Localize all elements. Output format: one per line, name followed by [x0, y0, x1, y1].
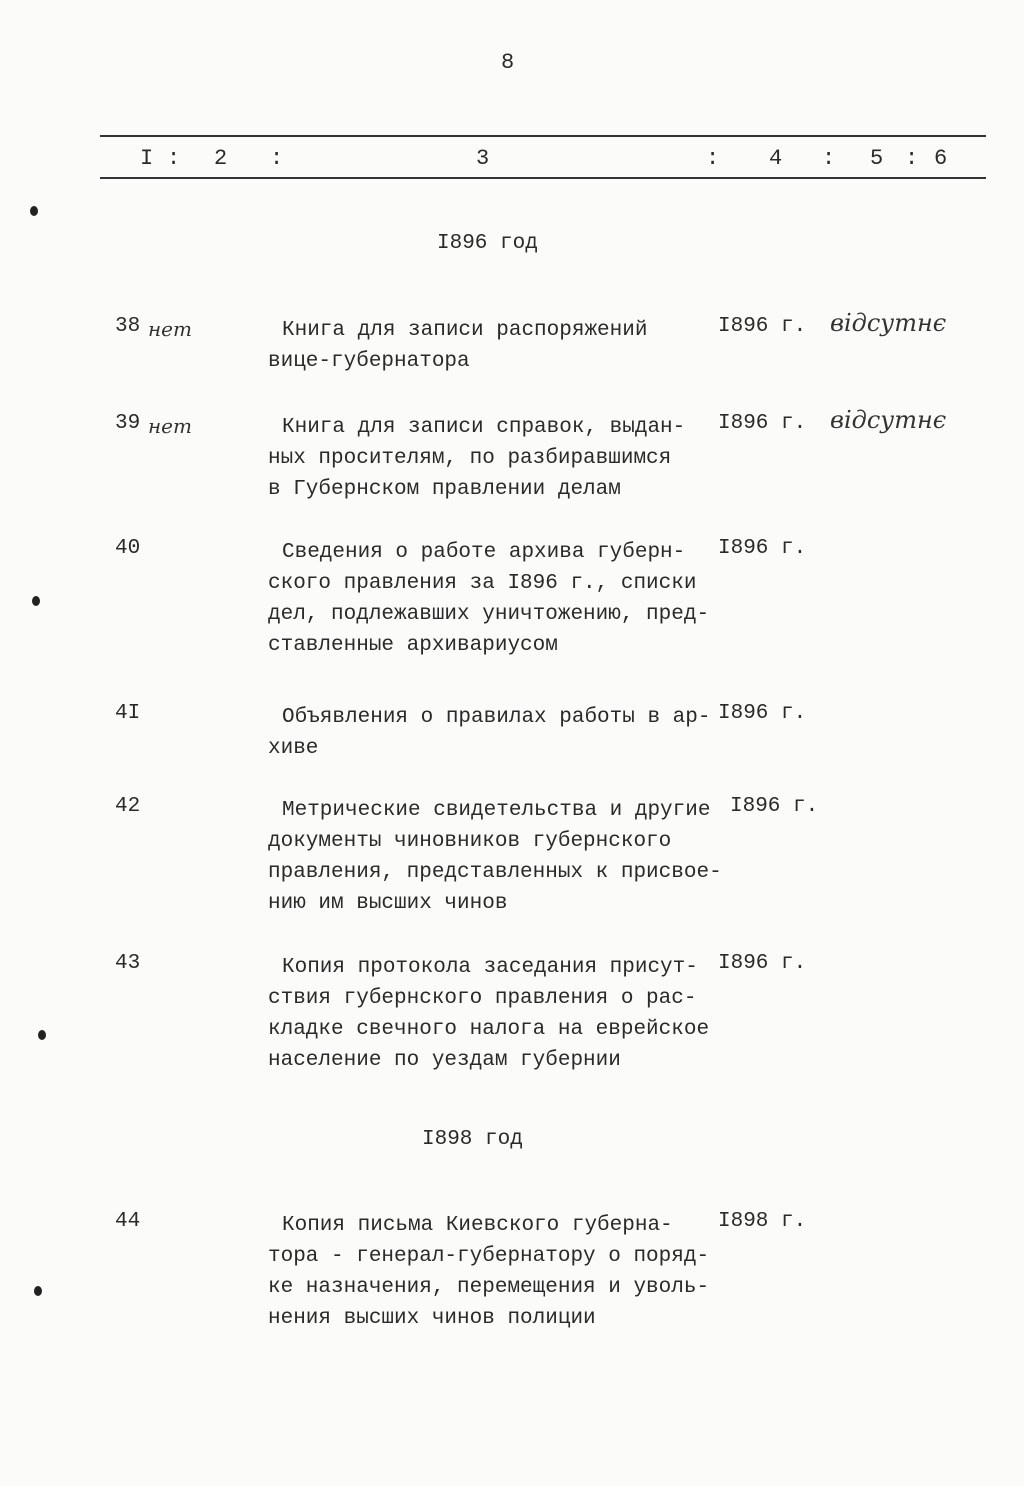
desc-line: Копия письма Киевского губерна- [282, 1214, 673, 1237]
handwritten-mark: нет [148, 317, 192, 341]
item-date: I896 г. [718, 412, 807, 435]
item-description [268, 412, 685, 505]
item-number: 38 [115, 315, 141, 338]
item-description [268, 1210, 709, 1334]
separator: : [706, 146, 720, 171]
binding-hole-mark [34, 1286, 42, 1296]
binding-hole-mark [32, 596, 40, 606]
desc-line: нию им высших чинов [268, 892, 508, 915]
separator: : [822, 146, 836, 171]
item-description [268, 952, 709, 1076]
item-number: 4I [115, 702, 141, 725]
desc-line: хиве [268, 737, 319, 760]
desc-line: документы чиновников губернского [268, 830, 672, 853]
desc-line: кладке свечного налога на еврейское [268, 1018, 710, 1041]
desc-line: ных просителям, по разбиравшимся [268, 447, 672, 470]
item-number: 43 [115, 952, 141, 975]
item-number: 42 [115, 795, 141, 818]
desc-line: Копия протокола заседания присут- [282, 956, 698, 979]
year-heading: I898 год [422, 1128, 523, 1151]
page-number: 8 [501, 50, 515, 75]
desc-line: население по уездам губернии [268, 1049, 621, 1072]
item-date: I898 г. [718, 1210, 807, 1233]
header-top-rule [100, 135, 986, 137]
item-description [268, 315, 647, 377]
item-number: 44 [115, 1210, 141, 1233]
col-5: 5 [870, 146, 884, 171]
desc-line: Книга для записи справок, выдан- [282, 416, 686, 439]
desc-line: Метрические свидетельства и другие [282, 799, 711, 822]
desc-line: тора - генерал-губернатору о поряд- [268, 1245, 710, 1268]
desc-line: Книга для записи распоряжений [282, 319, 648, 342]
item-description [268, 702, 710, 764]
item-number: 39 [115, 412, 141, 435]
col-3: 3 [476, 146, 490, 171]
item-date: I896 г. [718, 537, 807, 560]
desc-line: нения высших чинов полиции [268, 1307, 596, 1330]
desc-line: ствия губернского правления о рас- [268, 987, 697, 1010]
desc-line: ского правления за I896 г., списки [268, 572, 697, 595]
item-description [268, 795, 722, 919]
desc-line: Объявления о правилах работы в ар- [282, 706, 711, 729]
header-bottom-rule [100, 177, 986, 179]
desc-line: вице-губернатора [268, 350, 470, 373]
desc-line: ке назначения, перемещения и уволь- [268, 1276, 710, 1299]
desc-line: Сведения о работе архива губерн- [282, 541, 686, 564]
handwritten-note: відсутнє [830, 406, 947, 434]
col-1: I [140, 146, 154, 171]
item-date: I896 г. [718, 315, 807, 338]
handwritten-mark: нет [148, 414, 192, 438]
separator: : [167, 146, 181, 171]
col-6: 6 [934, 146, 948, 171]
handwritten-note: відсутнє [830, 309, 947, 337]
desc-line: дел, подлежавших уничтожению, пред- [268, 603, 710, 626]
col-2: 2 [214, 146, 228, 171]
separator: : [905, 146, 919, 171]
desc-line: правления, представленных к присвое- [268, 861, 722, 884]
desc-line: ставленные архивариусом [268, 634, 558, 657]
item-date: I896 г. [730, 795, 819, 818]
col-4: 4 [769, 146, 783, 171]
item-description [268, 537, 709, 661]
item-date: I896 г. [718, 702, 807, 725]
desc-line: в Губернском правлении делам [268, 478, 621, 501]
separator: : [270, 146, 284, 171]
item-date: I896 г. [718, 952, 807, 975]
item-number: 40 [115, 537, 141, 560]
binding-hole-mark [30, 206, 38, 216]
binding-hole-mark [38, 1030, 46, 1040]
year-heading: I896 год [437, 232, 538, 255]
